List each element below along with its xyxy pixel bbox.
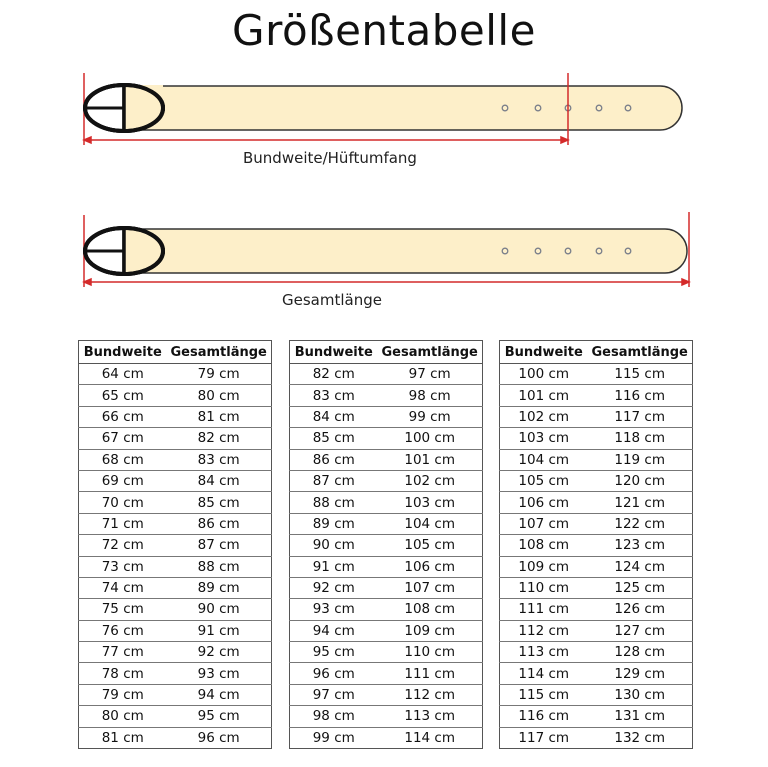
waist-cell: 81 cm <box>79 727 167 748</box>
waist-cell: 65 cm <box>79 385 167 406</box>
waist-cell: 76 cm <box>79 620 167 641</box>
column-header-total: Gesamtlänge <box>378 341 483 364</box>
total-length-cell: 82 cm <box>167 428 272 449</box>
waist-cell: 85 cm <box>290 428 378 449</box>
table-row <box>79 684 272 705</box>
table-row <box>290 535 483 556</box>
total-length-cell: 121 cm <box>588 492 693 513</box>
total-length-cell: 110 cm <box>378 642 483 663</box>
table-row <box>500 513 693 534</box>
waist-cell: 115 cm <box>500 684 588 705</box>
total-length-cell: 106 cm <box>378 556 483 577</box>
table-row <box>500 727 693 748</box>
buckle-icon <box>85 85 163 131</box>
waist-cell: 95 cm <box>290 642 378 663</box>
total-length-cell: 101 cm <box>378 449 483 470</box>
table-row <box>290 577 483 598</box>
table-row <box>500 684 693 705</box>
total-length-cell: 105 cm <box>378 535 483 556</box>
table-row <box>290 492 483 513</box>
total-length-cell: 107 cm <box>378 577 483 598</box>
table-row <box>500 406 693 427</box>
table-row <box>79 470 272 491</box>
size-table-2 <box>289 340 483 749</box>
column-header-waist: Bundweite <box>500 341 588 364</box>
waist-cell: 103 cm <box>500 428 588 449</box>
belt-diagram-total <box>84 212 689 287</box>
waist-cell: 105 cm <box>500 470 588 491</box>
table-row <box>79 727 272 748</box>
waist-label: Bundweite/Hüftumfang <box>243 149 417 167</box>
belt-diagram-waist <box>84 73 682 145</box>
waist-cell: 113 cm <box>500 642 588 663</box>
total-length-cell: 108 cm <box>378 599 483 620</box>
table-row <box>500 706 693 727</box>
table-row <box>79 556 272 577</box>
waist-cell: 72 cm <box>79 535 167 556</box>
waist-cell: 74 cm <box>79 577 167 598</box>
waist-cell: 83 cm <box>290 385 378 406</box>
waist-cell: 108 cm <box>500 535 588 556</box>
table-row <box>79 513 272 534</box>
total-length-cell: 125 cm <box>588 577 693 598</box>
total-length-cell: 104 cm <box>378 513 483 534</box>
table-row <box>79 577 272 598</box>
total-length-cell: 115 cm <box>614 366 665 383</box>
total-length-cell: 122 cm <box>588 513 693 534</box>
total-length-cell: 120 cm <box>588 470 693 491</box>
table-row <box>290 449 483 470</box>
waist-cell: 112 cm <box>500 620 588 641</box>
table-row <box>500 428 693 449</box>
total-length-cell: 103 cm <box>378 492 483 513</box>
table-row <box>290 406 483 427</box>
table-row <box>290 428 483 449</box>
total-length-cell: 84 cm <box>167 470 272 491</box>
total-length-cell: 123 cm <box>588 535 693 556</box>
table-row <box>500 642 693 663</box>
waist-cell: 98 cm <box>290 706 378 727</box>
table-row <box>290 470 483 491</box>
waist-cell: 75 cm <box>79 599 167 620</box>
waist-cell: 94 cm <box>290 620 378 641</box>
total-length-cell: 113 cm <box>378 706 483 727</box>
table-row <box>79 385 272 406</box>
table-row <box>500 663 693 684</box>
total-length-cell: 89 cm <box>167 577 272 598</box>
table-row <box>79 492 272 513</box>
waist-cell: 73 cm <box>79 556 167 577</box>
waist-cell: 82 cm <box>312 366 355 383</box>
waist-cell: 101 cm <box>500 385 588 406</box>
total-length-cell: 109 cm <box>378 620 483 641</box>
total-length-cell: 132 cm <box>588 727 693 748</box>
waist-cell: 92 cm <box>290 577 378 598</box>
waist-cell: 68 cm <box>79 449 167 470</box>
waist-cell: 91 cm <box>290 556 378 577</box>
waist-cell: 84 cm <box>290 406 378 427</box>
total-length-cell: 92 cm <box>167 642 272 663</box>
column-header-total: Gesamtlänge <box>167 341 272 364</box>
size-table-3 <box>499 340 693 749</box>
waist-cell: 109 cm <box>500 556 588 577</box>
total-length-cell: 85 cm <box>167 492 272 513</box>
column-header-waist: Bundweite <box>79 341 167 364</box>
table-row <box>290 706 483 727</box>
size-table-1 <box>78 340 272 749</box>
table-row <box>290 556 483 577</box>
table-row <box>290 642 483 663</box>
waist-cell: 110 cm <box>500 577 588 598</box>
total-length-cell: 98 cm <box>378 385 483 406</box>
table-row <box>500 364 693 385</box>
table-row <box>79 535 272 556</box>
total-length-cell: 99 cm <box>378 406 483 427</box>
total-length-cell: 95 cm <box>167 706 272 727</box>
total-length-cell: 126 cm <box>588 599 693 620</box>
page-title: Größentabelle <box>232 6 536 55</box>
total-length-cell: 100 cm <box>378 428 483 449</box>
waist-cell: 69 cm <box>79 470 167 491</box>
waist-cell: 87 cm <box>290 470 378 491</box>
waist-cell: 77 cm <box>79 642 167 663</box>
table-row <box>79 406 272 427</box>
waist-cell: 93 cm <box>290 599 378 620</box>
table-row <box>500 556 693 577</box>
table-row <box>290 727 483 748</box>
total-length-cell: 102 cm <box>378 470 483 491</box>
waist-cell: 70 cm <box>79 492 167 513</box>
table-row <box>79 428 272 449</box>
total-length-cell: 81 cm <box>167 406 272 427</box>
total-length-cell: 128 cm <box>588 642 693 663</box>
total-length-cell: 94 cm <box>167 684 272 705</box>
table-row <box>500 492 693 513</box>
table-row <box>290 663 483 684</box>
table-row <box>500 599 693 620</box>
total-length-cell: 96 cm <box>167 727 272 748</box>
waist-cell: 100 cm <box>518 366 570 383</box>
total-length-cell: 127 cm <box>588 620 693 641</box>
column-header-total: Gesamtlänge <box>588 341 693 364</box>
waist-cell: 66 cm <box>79 406 167 427</box>
total-length-cell: 118 cm <box>588 428 693 449</box>
total-length-cell: 88 cm <box>167 556 272 577</box>
table-row <box>79 364 272 385</box>
table-row <box>79 642 272 663</box>
table-row <box>500 620 693 641</box>
waist-cell: 99 cm <box>290 727 378 748</box>
total-length-cell: 117 cm <box>588 406 693 427</box>
waist-cell: 79 cm <box>79 684 167 705</box>
waist-cell: 111 cm <box>500 599 588 620</box>
table-row <box>290 513 483 534</box>
total-length-cell: 86 cm <box>167 513 272 534</box>
table-row <box>79 663 272 684</box>
waist-cell: 106 cm <box>500 492 588 513</box>
total-length-cell: 93 cm <box>167 663 272 684</box>
waist-cell: 107 cm <box>500 513 588 534</box>
waist-cell: 86 cm <box>290 449 378 470</box>
total-length-cell: 90 cm <box>167 599 272 620</box>
table-row <box>500 577 693 598</box>
total-length-label: Gesamtlänge <box>282 291 382 309</box>
total-length-cell: 124 cm <box>588 556 693 577</box>
total-length-cell: 130 cm <box>588 684 693 705</box>
total-length-cell: 83 cm <box>167 449 272 470</box>
table-row <box>500 385 693 406</box>
total-length-cell: 119 cm <box>588 449 693 470</box>
table-row <box>500 449 693 470</box>
table-row <box>290 684 483 705</box>
waist-cell: 78 cm <box>79 663 167 684</box>
waist-cell: 104 cm <box>500 449 588 470</box>
total-length-cell: 129 cm <box>588 663 693 684</box>
waist-cell: 64 cm <box>101 366 144 383</box>
table-row <box>79 599 272 620</box>
table-row <box>500 470 693 491</box>
column-header-waist: Bundweite <box>290 341 378 364</box>
table-row <box>79 620 272 641</box>
table-row <box>79 449 272 470</box>
table-row <box>290 385 483 406</box>
total-length-cell: 114 cm <box>378 727 483 748</box>
waist-cell: 89 cm <box>290 513 378 534</box>
waist-cell: 88 cm <box>290 492 378 513</box>
table-row <box>290 599 483 620</box>
total-length-cell: 97 cm <box>408 366 451 383</box>
total-length-cell: 112 cm <box>378 684 483 705</box>
total-length-cell: 91 cm <box>167 620 272 641</box>
waist-cell: 71 cm <box>79 513 167 534</box>
table-row <box>290 620 483 641</box>
table-row <box>79 706 272 727</box>
total-length-cell: 79 cm <box>197 366 240 383</box>
buckle-icon <box>85 228 163 274</box>
waist-cell: 80 cm <box>79 706 167 727</box>
table-row <box>500 535 693 556</box>
waist-cell: 97 cm <box>290 684 378 705</box>
total-length-cell: 87 cm <box>167 535 272 556</box>
table-row <box>290 364 483 385</box>
total-length-cell: 80 cm <box>167 385 272 406</box>
total-length-cell: 111 cm <box>378 663 483 684</box>
waist-cell: 117 cm <box>500 727 588 748</box>
waist-cell: 114 cm <box>500 663 588 684</box>
waist-cell: 67 cm <box>79 428 167 449</box>
waist-cell: 102 cm <box>500 406 588 427</box>
total-length-cell: 131 cm <box>588 706 693 727</box>
waist-cell: 116 cm <box>500 706 588 727</box>
waist-cell: 90 cm <box>290 535 378 556</box>
waist-cell: 96 cm <box>290 663 378 684</box>
total-length-cell: 116 cm <box>588 385 693 406</box>
